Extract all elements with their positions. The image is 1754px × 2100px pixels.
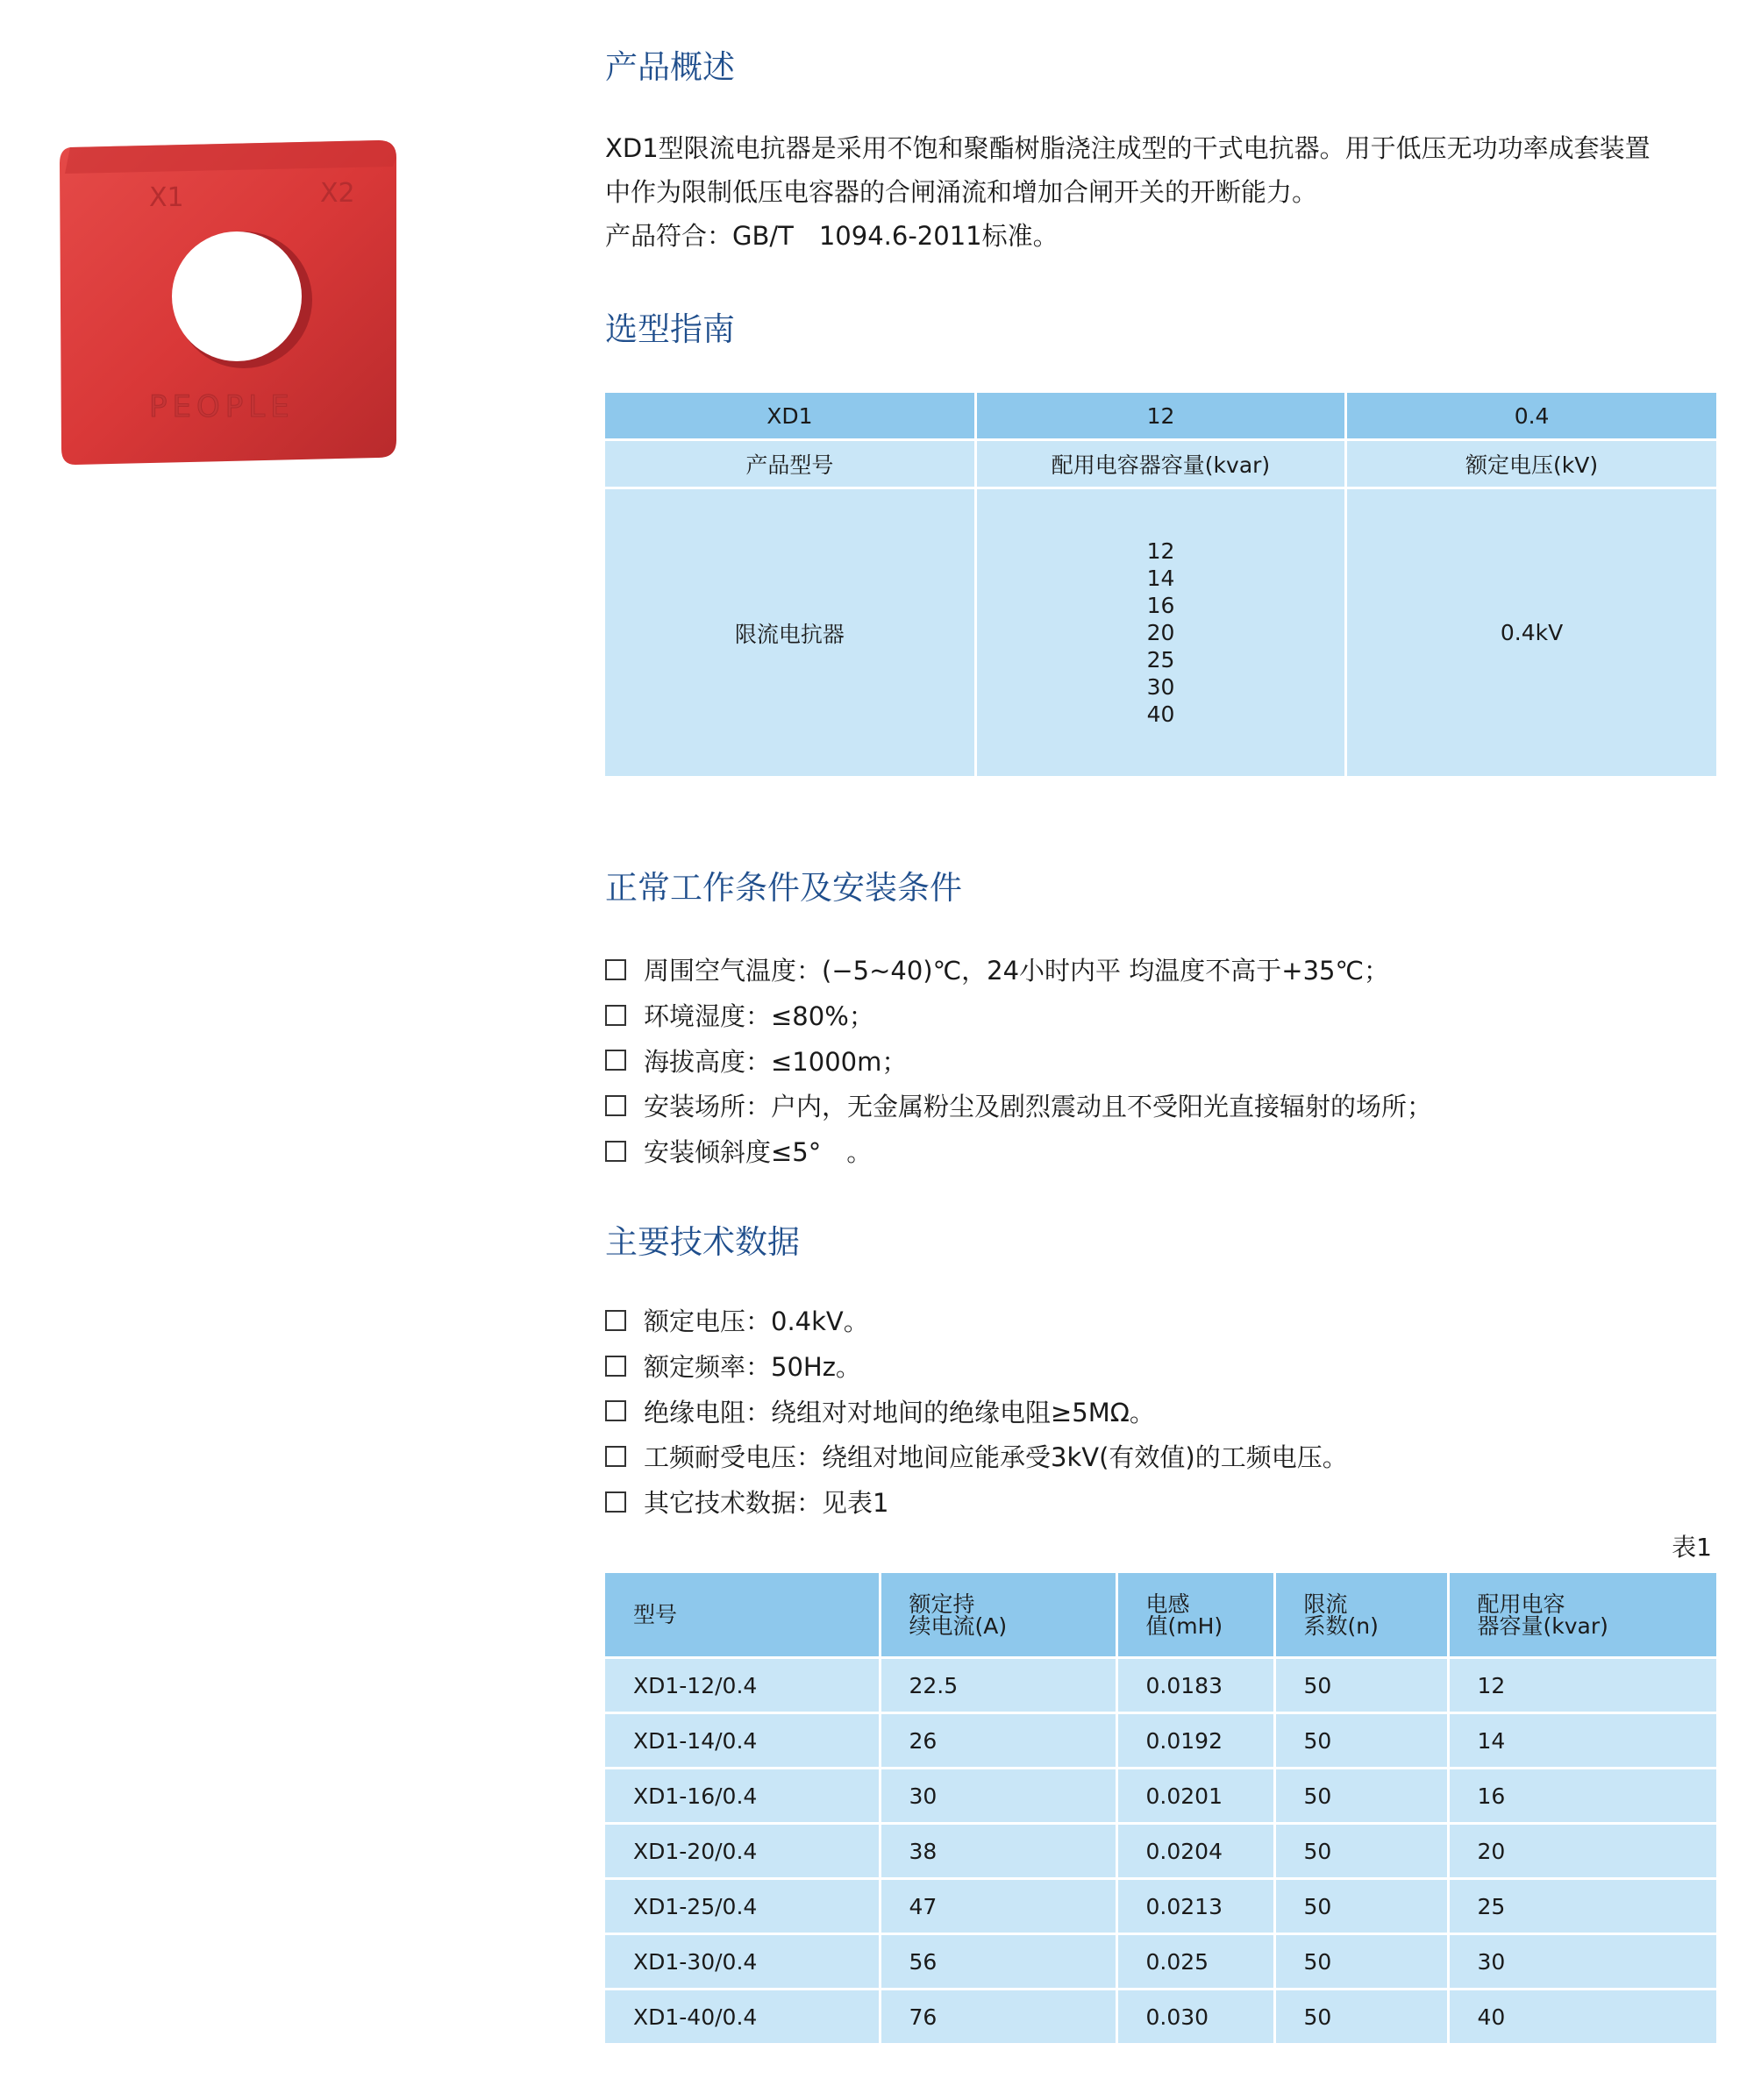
checkbox-icon: [605, 1310, 626, 1331]
terminal-mark-x1: X1: [149, 182, 184, 213]
table-row: [605, 1934, 1716, 1990]
table-cell: 50: [1274, 1769, 1448, 1824]
list-item: [605, 947, 1432, 993]
tech-text: 绝缘电阻：绕组对对地间的绝缘电阻≥5MΩ。: [644, 1397, 1155, 1427]
table-cell: 0.025: [1116, 1934, 1274, 1990]
tech-heading: 主要技术数据: [605, 1223, 800, 1261]
checkbox-icon: [605, 1400, 626, 1421]
table-cell: 50: [1274, 1990, 1448, 2044]
table-cell: 76: [880, 1990, 1116, 2044]
tech-text: 其它技术数据：见表1: [644, 1488, 889, 1519]
selection-data-row: [605, 488, 1716, 777]
column-header-text: 系数(n): [1303, 1612, 1379, 1639]
table-cell: 26: [880, 1713, 1116, 1769]
table-cell: 50: [1274, 1824, 1448, 1879]
checkbox-icon: [605, 1050, 626, 1071]
table-cell: 0.030: [1116, 1990, 1274, 2044]
checkbox-icon: [605, 959, 626, 980]
reactor-illustration: [53, 132, 403, 469]
column-header-text: 配用电容: [1477, 1591, 1565, 1617]
column-header-inductance: [1116, 1573, 1274, 1658]
table-cell: 50: [1274, 1658, 1448, 1713]
list-item: [605, 1128, 1432, 1174]
table-cell: 50: [1274, 1713, 1448, 1769]
tech-text: 额定频率：50Hz。: [644, 1352, 861, 1383]
table-cell: 12: [1448, 1658, 1716, 1713]
product-name-cell: 限流电抗器: [605, 488, 975, 777]
tech-text: 工频耐受电压：绕组对地间应能承受3kV(有效值)的工频电压。: [644, 1442, 1348, 1473]
table-cell: XD1-20/0.4: [605, 1824, 880, 1879]
column-header-text: 电感: [1145, 1591, 1190, 1617]
column-header-coefficient: [1274, 1573, 1448, 1658]
selection-header-row: [605, 440, 1716, 488]
header-cell: 额定电压(kV): [1346, 440, 1716, 488]
capacity-value: 16: [1146, 593, 1175, 618]
table-cell: 22.5: [880, 1658, 1116, 1713]
product-photo: [53, 132, 403, 469]
selection-code-row: [605, 393, 1716, 440]
overview-paragraph: [605, 126, 1651, 258]
code-cell: 0.4: [1346, 393, 1716, 440]
overview-heading: 产品概述: [605, 48, 735, 86]
table-cell: XD1-30/0.4: [605, 1934, 880, 1990]
table-cell: 0.0204: [1116, 1824, 1274, 1879]
checkbox-icon: [605, 1005, 626, 1026]
table-cell: 0.0213: [1116, 1879, 1274, 1934]
condition-text: 海拔高度：≤1000m；: [644, 1046, 908, 1077]
capacity-value: 25: [1146, 647, 1175, 673]
conditions-list: [605, 947, 1432, 1173]
column-header-model: [605, 1573, 880, 1658]
voltage-cell: 0.4kV: [1346, 488, 1716, 777]
table-cell: 30: [880, 1769, 1116, 1824]
checkbox-icon: [605, 1446, 626, 1467]
code-cell: XD1: [605, 393, 975, 440]
table-cell: XD1-14/0.4: [605, 1713, 880, 1769]
terminal-mark-x2: X2: [320, 178, 355, 209]
column-header-text: 续电流(A): [909, 1612, 1008, 1639]
tech-data-table: [605, 1573, 1716, 2043]
capacity-value: 30: [1146, 674, 1175, 700]
selection-table: [605, 393, 1716, 776]
table-cell: XD1-40/0.4: [605, 1990, 880, 2044]
table-cell: 47: [880, 1879, 1116, 1934]
conditions-heading: 正常工作条件及安装条件: [605, 869, 962, 907]
column-header-text: 额定持: [909, 1591, 975, 1617]
column-header-text: 器容量(kvar): [1477, 1612, 1608, 1639]
capacity-value: 20: [1146, 620, 1175, 645]
table-cell: 38: [880, 1824, 1116, 1879]
condition-text: 周围空气温度：(−5~40)℃，24小时内平 均温度不高于+35℃；: [644, 956, 1390, 986]
table-cell: 40: [1448, 1990, 1716, 2044]
table-cell: XD1-16/0.4: [605, 1769, 880, 1824]
column-header-capacity: [1448, 1573, 1716, 1658]
tech-text: 额定电压：0.4kV。: [644, 1306, 869, 1337]
capacity-value: 14: [1146, 566, 1175, 591]
list-item: [605, 1037, 1432, 1083]
table-cell: 50: [1274, 1879, 1448, 1934]
overview-line: 产品符合：GB/T 1094.6-2011标准。: [605, 221, 1059, 251]
table-row: [605, 1824, 1716, 1879]
column-header-text: 值(mH): [1145, 1612, 1223, 1639]
table-cell: 0.0183: [1116, 1658, 1274, 1713]
list-item: [605, 1343, 1348, 1389]
table-row: [605, 1879, 1716, 1934]
overview-line: 中作为限制低压电容器的合闸涌流和增加合闸开关的开断能力。: [605, 177, 1318, 207]
table-cell: XD1-25/0.4: [605, 1879, 880, 1934]
overview-line: XD1型限流电抗器是采用不饱和聚酯树脂浇注成型的干式电抗器。用于低压无功功率成套装置: [605, 133, 1651, 163]
checkbox-icon: [605, 1356, 626, 1377]
table-cell: XD1-12/0.4: [605, 1658, 880, 1713]
column-header-text: 型号: [633, 1602, 678, 1627]
column-header-current: [880, 1573, 1116, 1658]
table-cell: 0.0201: [1116, 1769, 1274, 1824]
list-item: [605, 1298, 1348, 1343]
reactor-bore: [172, 231, 302, 361]
table-cell: 16: [1448, 1769, 1716, 1824]
list-item: [605, 1083, 1432, 1128]
table-cell: 30: [1448, 1934, 1716, 1990]
column-header-text: 限流: [1303, 1591, 1348, 1617]
table-row: [605, 1713, 1716, 1769]
checkbox-icon: [605, 1095, 626, 1116]
capacity-value: 40: [1146, 701, 1175, 727]
table-label: 表1: [1672, 1533, 1712, 1562]
table-cell: 50: [1274, 1934, 1448, 1990]
checkbox-icon: [605, 1491, 626, 1513]
list-item: [605, 1434, 1348, 1479]
list-item: [605, 1388, 1348, 1434]
table-cell: 14: [1448, 1713, 1716, 1769]
table-cell: 0.0192: [1116, 1713, 1274, 1769]
list-item: [605, 993, 1432, 1038]
condition-text: 安装倾斜度≤5° 。: [644, 1137, 873, 1168]
capacity-value: 12: [1146, 538, 1175, 564]
header-cell: 产品型号: [605, 440, 975, 488]
table-row: [605, 1769, 1716, 1824]
table-cell: 25: [1448, 1879, 1716, 1934]
tech-list: [605, 1298, 1348, 1524]
condition-text: 环境湿度：≤80%；: [644, 1001, 874, 1032]
header-cell: 配用电容器容量(kvar): [975, 440, 1345, 488]
list-item: [605, 1479, 1348, 1525]
selection-heading: 选型指南: [605, 310, 735, 348]
condition-text: 安装场所：户内，无金属粉尘及剧烈震动且不受阳光直接辐射的场所；: [644, 1092, 1433, 1122]
brand-mark: PEOPLE: [149, 389, 295, 424]
code-cell: 12: [975, 393, 1345, 440]
table-row: [605, 1658, 1716, 1713]
table-row: [605, 1990, 1716, 2044]
tech-header-row: [605, 1573, 1716, 1658]
table-cell: 56: [880, 1934, 1116, 1990]
checkbox-icon: [605, 1141, 626, 1162]
capacity-list-cell: [975, 488, 1345, 777]
table-cell: 20: [1448, 1824, 1716, 1879]
